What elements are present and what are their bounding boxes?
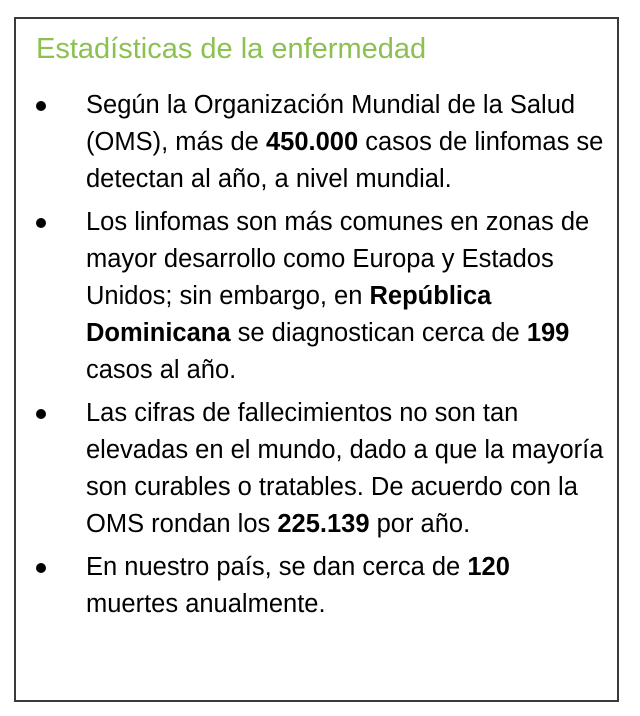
- list-item: [16, 395, 606, 543]
- highlight-number: 120: [467, 553, 510, 581]
- list-item: [16, 204, 606, 389]
- text-segment: casos de linfomas se detectan al año, a nivel mundial.: [86, 128, 604, 193]
- statistics-card: [14, 17, 619, 702]
- list-item-text: [86, 399, 603, 538]
- bullet-dot-icon: [36, 409, 46, 419]
- text-segment: casos al año.: [86, 356, 237, 384]
- bullet-dot-icon: [36, 563, 46, 573]
- list-item-text: [86, 208, 589, 384]
- list-item-text: [86, 91, 603, 193]
- bullet-dot-icon: [36, 101, 46, 111]
- text-segment: Las cifras de fallecimientos no son tan elevadas en el mundo, dado a que la mayoría son curables o tratables. De acuerdo con la OMS rondan los: [86, 399, 604, 538]
- list-item-text: [86, 553, 510, 618]
- highlight-number: 225.139: [277, 510, 370, 538]
- highlight-country: República Dominicana: [86, 282, 492, 347]
- highlight-number: 199: [526, 319, 570, 347]
- list-item: [16, 549, 606, 623]
- statistics-list: [16, 87, 606, 629]
- text-segment: se diagnostican cerca de: [230, 319, 527, 347]
- text-segment: muertes anualmente.: [86, 590, 326, 618]
- list-item: [16, 87, 606, 198]
- card-title: Estadísticas de la enfermedad: [36, 33, 427, 65]
- highlight-number: 450.000: [265, 128, 359, 156]
- text-segment: En nuestro país, se dan cerca de: [86, 553, 468, 581]
- text-segment: Los linfomas son más comunes en zonas de mayor desarrollo como Europa y Estados Unidos; sin embargo, en: [86, 208, 590, 310]
- bullet-dot-icon: [36, 218, 46, 228]
- text-segment: por año.: [369, 510, 471, 538]
- text-segment: Según la Organización Mundial de la Salud (OMS), más de: [86, 91, 576, 156]
